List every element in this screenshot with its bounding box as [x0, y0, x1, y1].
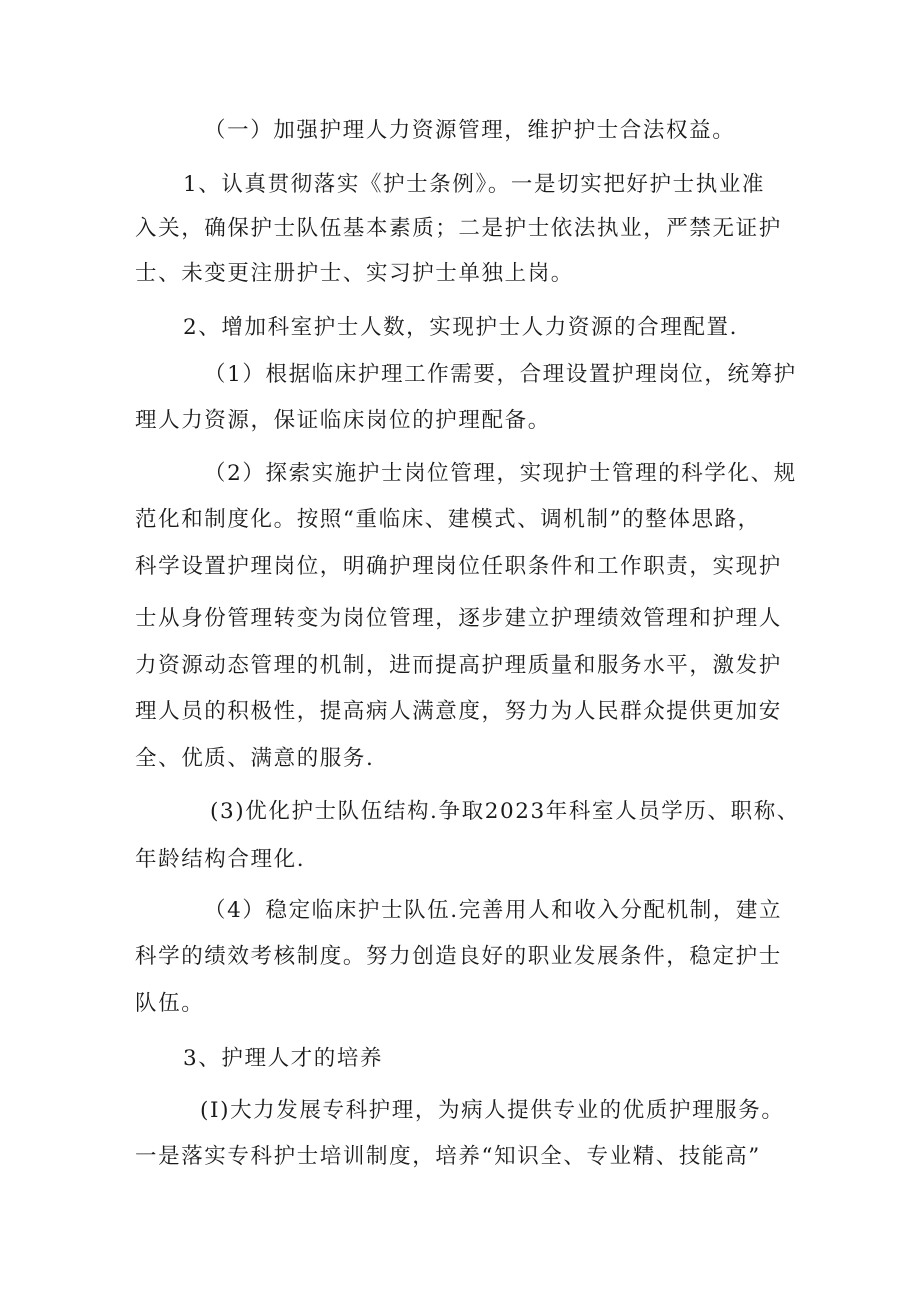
- heading-item-2: 2、增加科室护士人数，实现护士人力资源的合理配置.: [183, 315, 739, 340]
- paragraph-line: 年龄结构合理化.: [135, 847, 306, 872]
- paragraph-line: 全、优质、满意的服务.: [135, 746, 375, 771]
- paragraph-line: 1、认真贯彻落实《护士条例》。一是切实把好护士执业准: [183, 172, 766, 197]
- paragraph-line: 士从身份管理转变为岗位管理，逐步建立护理绩效管理和护理人: [135, 606, 782, 631]
- paragraph-line: 理人力资源，保证临床岗位的护理配备。: [135, 408, 551, 433]
- paragraph-line: （2）探索实施护士岗位管理，实现护士管理的科学化、规: [204, 461, 797, 486]
- paragraph-line: 科学的绩效考核制度。努力创造良好的职业发展条件，稳定护士: [135, 944, 782, 969]
- paragraph-line: 入关，确保护士队伍基本素质；二是护士依法执业，严禁无证护: [135, 216, 782, 241]
- paragraph-line: （1）根据临床护理工作需要，合理设置护理岗位，统筹护: [204, 362, 797, 387]
- paragraph-line: 力资源动态管理的机制，进而提高护理质量和服务水平，激发护: [135, 653, 782, 678]
- paragraph-line: 队伍。: [135, 991, 205, 1016]
- heading-section-1: （一）加强护理人力资源管理，维护护士合法权益。: [204, 118, 736, 143]
- paragraph-line: 科学设置护理岗位，明确护理岗位任职条件和工作职责，实现护: [135, 554, 782, 579]
- paragraph-line: 一是落实专科护士培训制度，培养“知识全、专业精、技能高”: [135, 1144, 761, 1169]
- paragraph-line: 理人员的积极性，提高病人满意度，努力为人民群众提供更加安: [135, 699, 782, 724]
- heading-item-3: 3、护理人才的培养: [183, 1046, 384, 1071]
- paragraph-line: 范化和制度化。按照“重临床、建模式、调机制”的整体思路，: [135, 507, 761, 532]
- paragraph-line: (3)优化护士队伍结构.争取2023年科室人员学历、职称、: [210, 799, 800, 824]
- paragraph-line: (I)大力发展专科护理，为病人提供专业的优质护理服务。: [200, 1098, 785, 1123]
- paragraph-line: 士、未变更注册护士、实习护士单独上岗。: [135, 261, 574, 286]
- paragraph-line: （4）稳定临床护士队伍.完善用人和收入分配机制，建立: [204, 898, 783, 923]
